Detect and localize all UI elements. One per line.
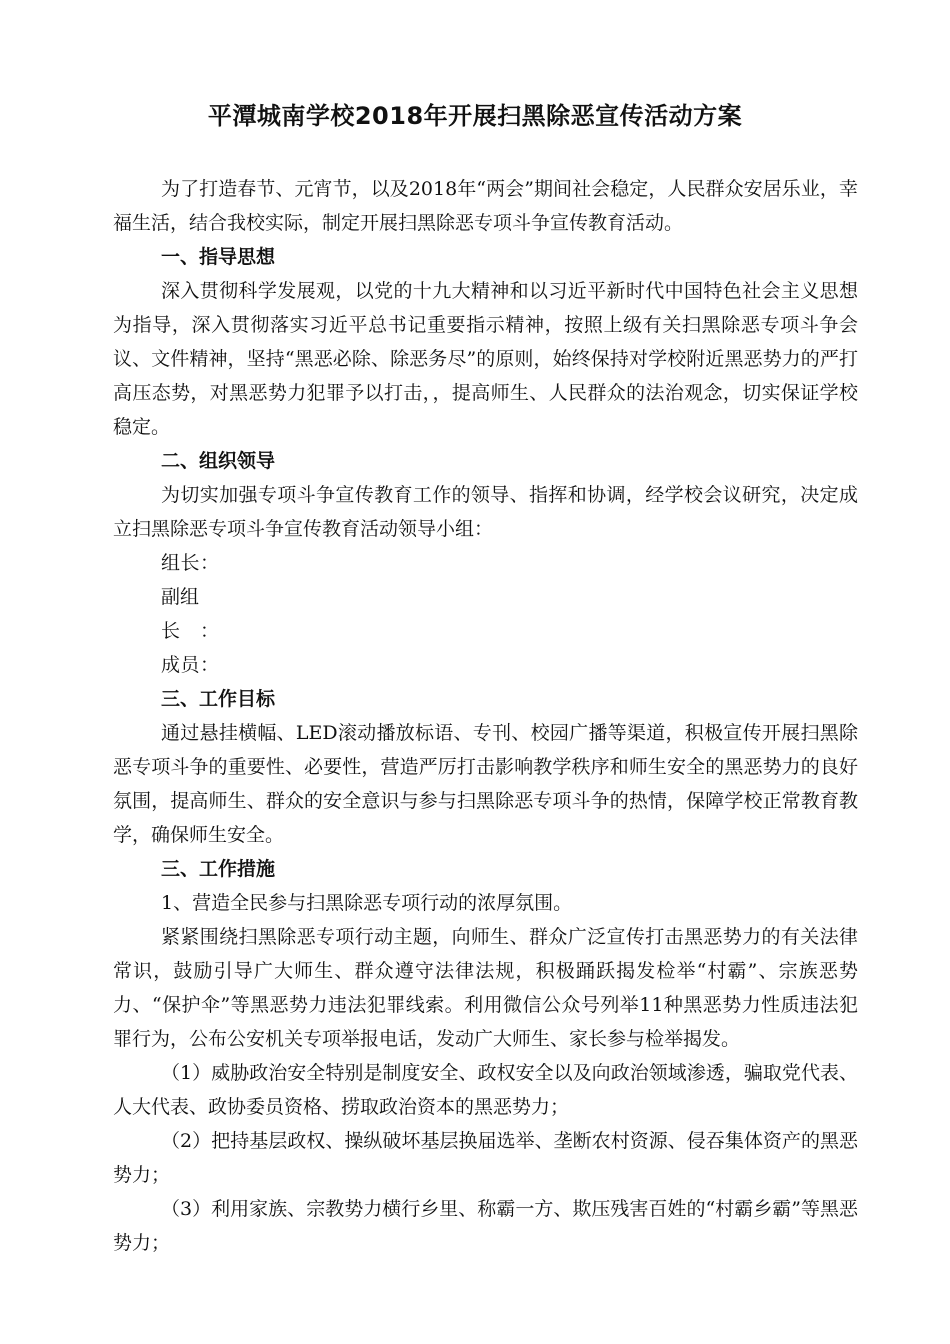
document-body bbox=[113, 172, 858, 1260]
intro-paragraph: 为了打造春节、元宵节，以及2018年“两会”期间社会稳定，人民群众安居乐业，幸福生活，结合我校实际，制定开展扫黑除恶专项斗争宣传教育活动。 bbox=[113, 178, 858, 234]
measure-item-2: （2）把持基层政权、操纵破坏基层换届选举、垄断农村资源、侵吞集体资产的黑恶势力； bbox=[113, 1130, 858, 1186]
section-heading-leadership: 二、组织领导 bbox=[161, 450, 276, 472]
measure-item-1: （1）威胁政治安全特别是制度安全、政权安全以及向政治领域渗透，骗取党代表、人大代表、政协委员资格、捞取政治资本的黑恶势力； bbox=[113, 1062, 858, 1118]
document-title: 平潭城南学校2018年开展扫黑除恶宣传活动方案 bbox=[207, 102, 743, 130]
role-members-label: 成员： bbox=[161, 654, 219, 676]
role-leader-label: 组长： bbox=[161, 552, 219, 574]
role-members bbox=[113, 648, 858, 682]
role-leader bbox=[113, 546, 858, 580]
section-text-guiding-thought: 深入贯彻科学发展观，以党的十九大精神和以习近平新时代中国特色社会主义思想为指导，深入贯彻落实习近平总书记重要指示精神，按照上级有关扫黑除恶专项斗争会议、文件精神，坚持“黑恶必除、除恶务尽”的原则，始终保持对学校附近黑恶势力的严打高压态势，对黑恶势力犯罪予以打击，，提高师生、人民群众的法治观念，切实保证学校稳定。 bbox=[113, 280, 858, 438]
role-deputy-leader bbox=[113, 580, 858, 648]
section-text-goals: 通过悬挂横幅、LED滚动播放标语、专刊、校园广播等渠道，积极宣传开展扫黑除恶专项斗争的重要性、必要性，营造严厉打击影响教学秩序和师生安全的黑恶势力的良好氛围，提高师生、群众的安全意识与参与扫黑除恶专项斗争的热情，保障学校正常教育教学，确保师生安全。 bbox=[113, 722, 858, 846]
section-heading-goals: 三、工作目标 bbox=[161, 688, 276, 710]
measure-item-3: （3）利用家族、宗教势力横行乡里、称霸一方、欺压残害百姓的“村霸乡霸”等黑恶势力； bbox=[113, 1198, 858, 1254]
role-deputy-leader-label: 副组长： bbox=[161, 586, 219, 642]
section-heading-measures: 三、工作措施 bbox=[161, 858, 276, 880]
section-text-measures: 紧紧围绕扫黑除恶专项行动主题，向师生、群众广泛宣传打击黑恶势力的有关法律常识，鼓励引导广大师生、群众遵守法律法规，积极踊跃揭发检举“村霸”、宗族恶势力、“保护伞”等黑恶势力违法犯罪线索。利用微信公众号列举11种黑恶势力性质违法犯罪行为，公布公安机关专项举报电话，发动广大师生、家长参与检举揭发。 bbox=[113, 926, 858, 1050]
section-text-leadership: 为切实加强专项斗争宣传教育工作的领导、指挥和协调，经学校会议研究，决定成立扫黑除恶专项斗争宣传教育活动领导小组： bbox=[113, 484, 858, 540]
section-heading-guiding-thought: 一、指导思想 bbox=[161, 246, 276, 268]
measure-subheading: 1、营造全民参与扫黑除恶专项行动的浓厚氛围。 bbox=[161, 892, 573, 914]
